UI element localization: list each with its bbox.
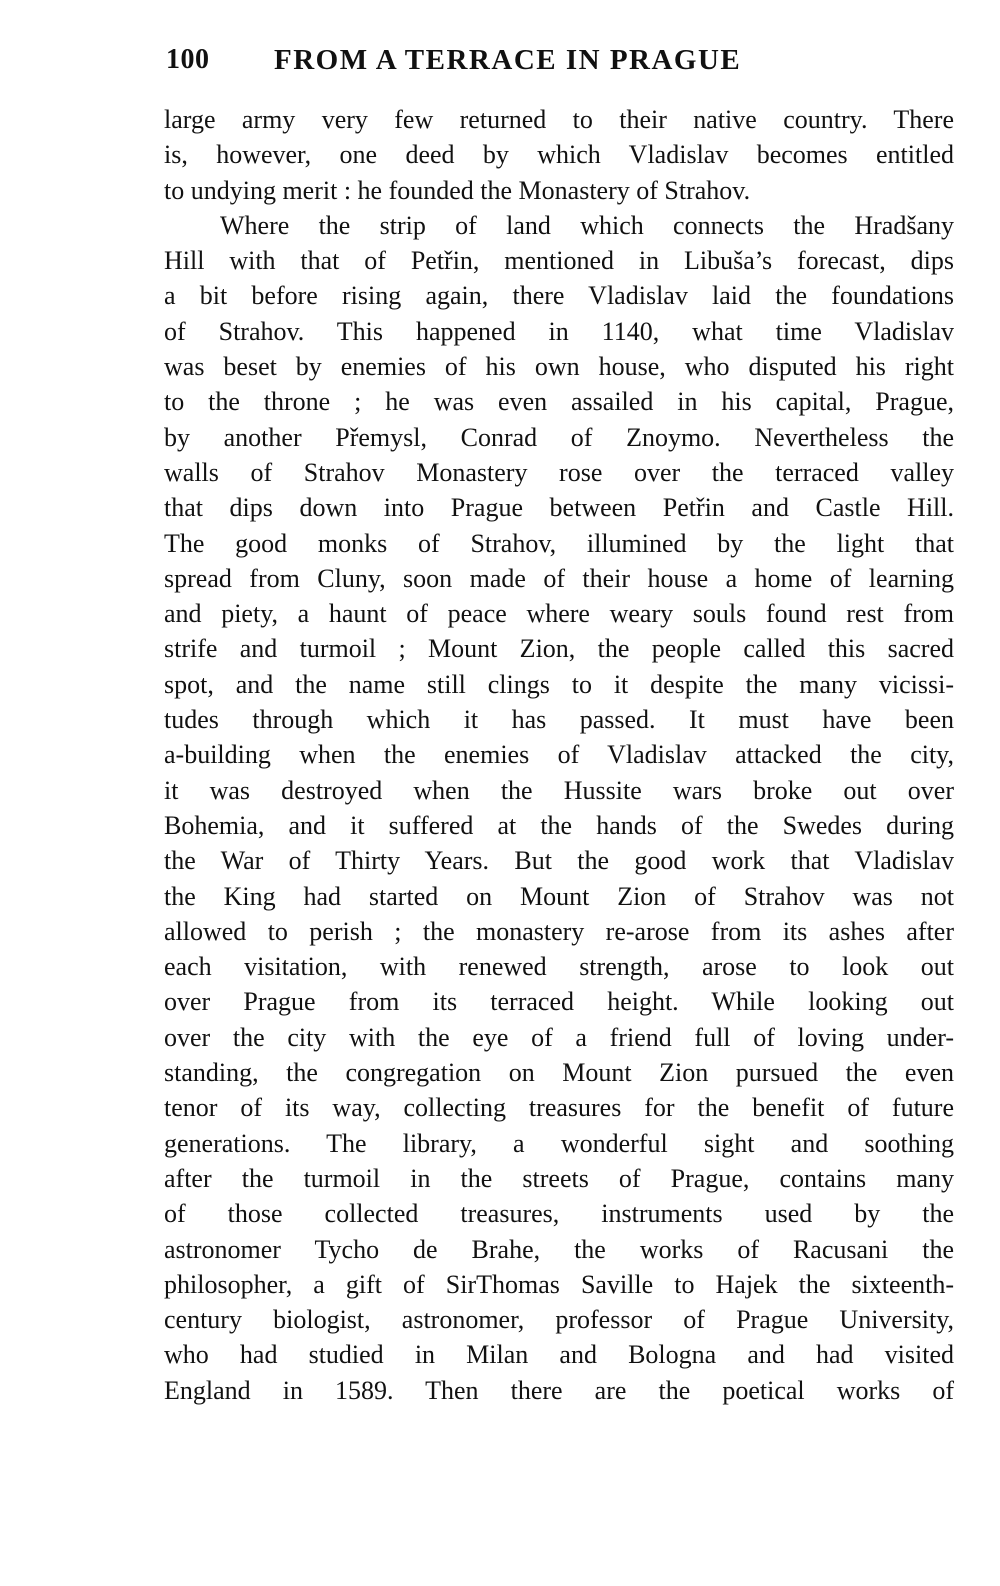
text-line: century biologist, astronomer, professor of Prague University, <box>164 1305 954 1335</box>
text-line: of Strahov. This happened in 1140, what time Vladislav <box>164 316 954 346</box>
text-line: after the turmoil in the streets of Prague, contains many <box>164 1163 954 1193</box>
page-number: 100 <box>166 44 210 75</box>
text-line: a-building when the enemies of Vladislav attacked the city, <box>164 740 954 770</box>
text-line: standing, the congregation on Mount Zion pursued the even <box>164 1058 954 1088</box>
text-line: spot, and the name still clings to it despite the many vicissi- <box>164 669 954 699</box>
text-line: that dips down into Prague between Petřin and Castle Hill. <box>164 493 954 523</box>
text-line: the King had started on Mount Zion of Strahov was not <box>164 881 954 911</box>
text-line: Hill with that of Petřin, mentioned in Libuša’s forecast, dips <box>164 246 954 276</box>
text-line: to undying merit : he founded the Monastery of Strahov. <box>164 175 751 205</box>
text-line: England in 1589. Then there are the poetical works of <box>164 1375 954 1405</box>
text-line: tenor of its way, collecting treasures for the benefit of future <box>164 1093 954 1123</box>
text-line: large army very few returned to their native country. There <box>164 105 954 134</box>
text-line: spread from Cluny, soon made of their house a home of learning <box>164 563 954 593</box>
running-head <box>166 44 866 88</box>
text-line: philosopher, a gift of SirThomas Saville to Hajek the sixteenth- <box>164 1269 954 1299</box>
text-line: over Prague from its terraced height. While looking out <box>164 987 954 1017</box>
text-line: allowed to perish ; the monastery re-arose from its ashes after <box>164 916 954 946</box>
text-line: over the city with the eye of a friend full of loving under- <box>164 1022 954 1052</box>
text-line: the War of Thirty Years. But the good work that Vladislav <box>164 846 954 876</box>
text-line: was beset by enemies of his own house, who disputed his right <box>164 352 954 382</box>
body-text <box>164 102 954 1408</box>
text-line: tudes through which it has passed. It must have been <box>164 705 954 735</box>
text-line: by another Přemysl, Conrad of Znoymo. Nevertheless the <box>164 422 954 452</box>
text-line: generations. The library, a wonderful sight and soothing <box>164 1128 954 1158</box>
running-title: FROM A TERRACE IN PRAGUE <box>274 44 742 76</box>
text-line: astronomer Tycho de Brahe, the works of Racusani the <box>164 1234 954 1264</box>
text-line: of those collected treasures, instruments used by the <box>164 1199 954 1229</box>
text-line: and piety, a haunt of peace where weary souls found rest from <box>164 599 954 629</box>
text-line: Bohemia, and it suffered at the hands of the Swedes during <box>164 810 954 840</box>
text-line: strife and turmoil ; Mount Zion, the people called this sacred <box>164 634 954 664</box>
text-line: a bit before rising again, there Vladislav laid the foundations <box>164 281 954 311</box>
text-line: walls of Strahov Monastery rose over the terraced valley <box>164 457 954 487</box>
text-line: to the throne ; he was even assailed in his capital, Prague, <box>164 387 954 417</box>
text-line: who had studied in Milan and Bologna and had visited <box>164 1340 954 1370</box>
text-line: is, however, one deed by which Vladislav becomes entitled <box>164 140 954 170</box>
text-line: The good monks of Strahov, illumined by the light that <box>164 528 954 558</box>
paragraph-start-line: Where the strip of land which connects the Hradšany <box>220 210 954 240</box>
text-line: it was destroyed when the Hussite wars broke out over <box>164 775 954 805</box>
text-line: each visitation, with renewed strength, arose to look out <box>164 952 954 982</box>
